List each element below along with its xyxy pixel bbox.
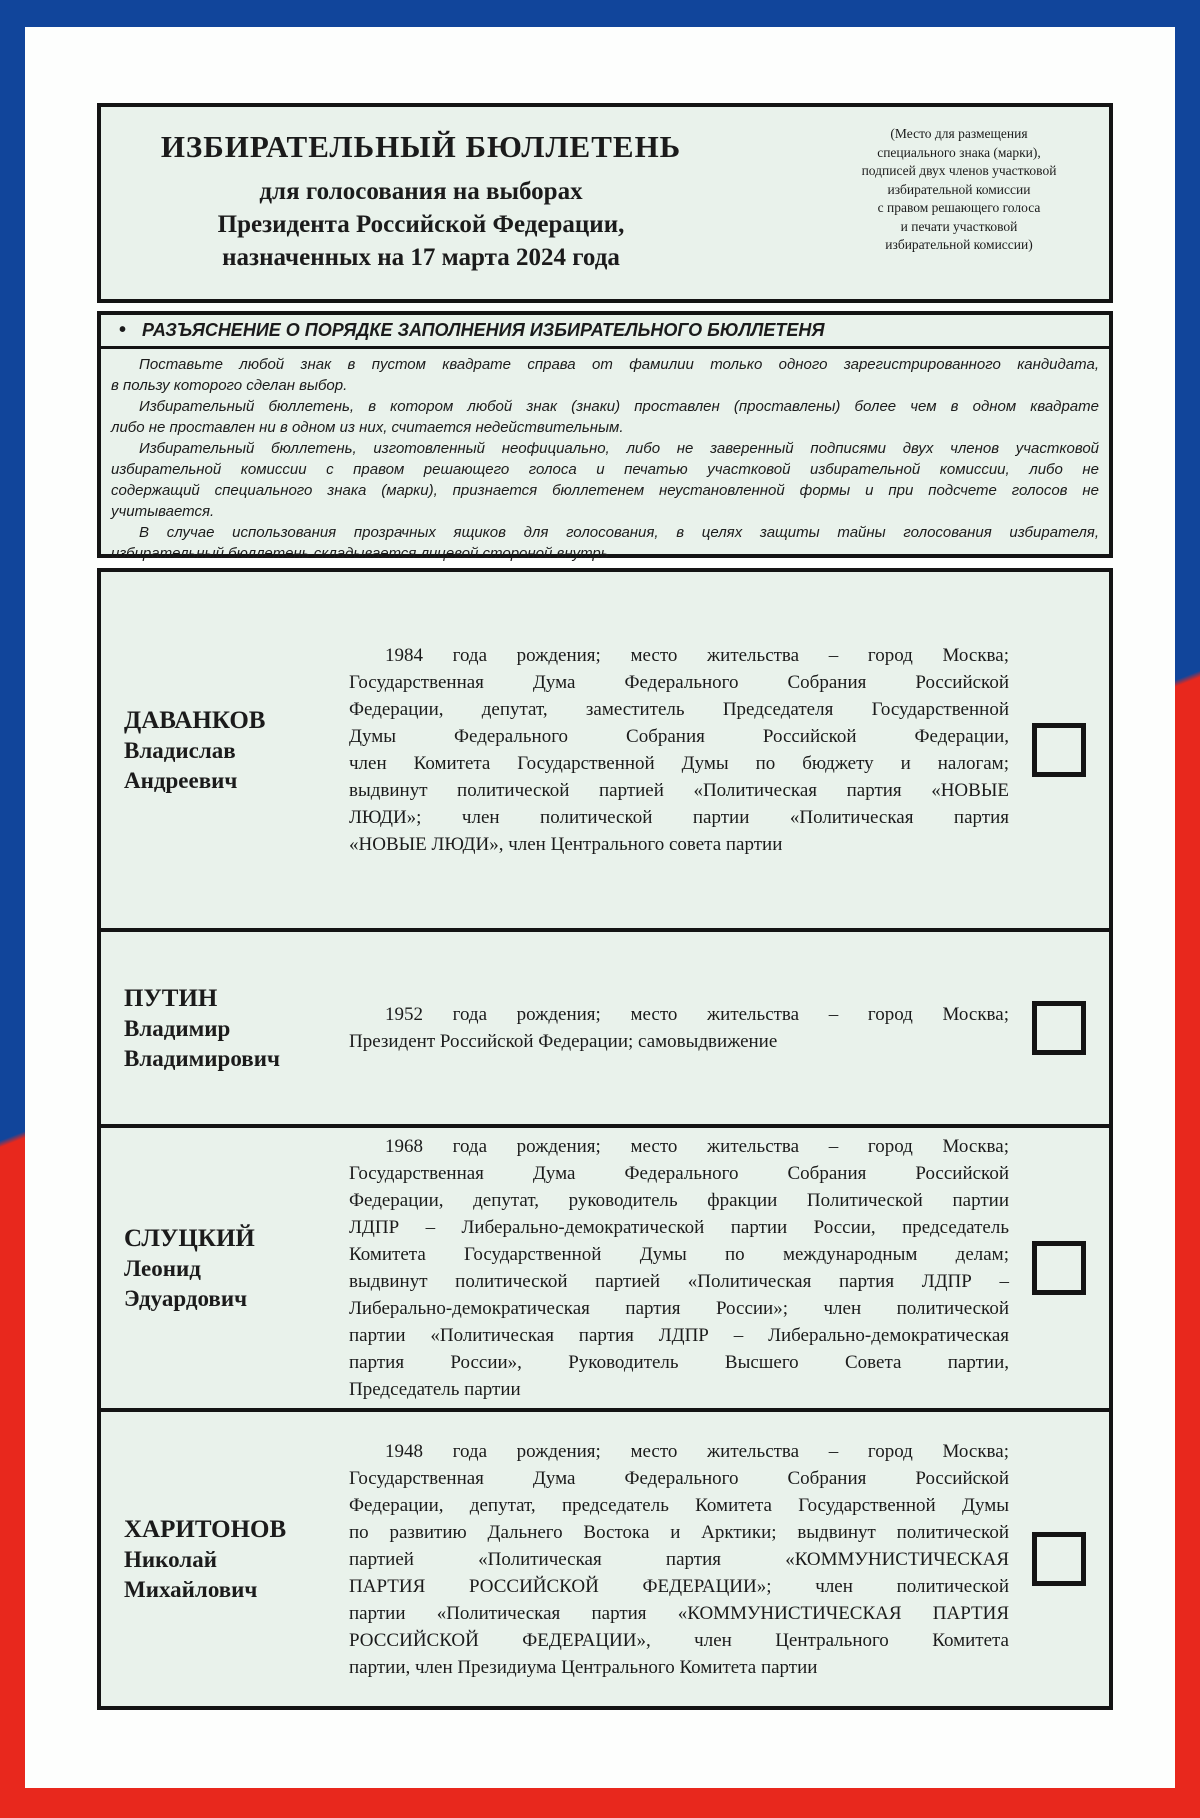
bio-line: партии, член Президиума Центрального Комитета партии	[349, 1656, 818, 1678]
candidate-row-putin	[101, 932, 1109, 1128]
bio-line: Государственная Дума Федерального Собрания Российской	[349, 1163, 1009, 1184]
candidate-row-davankov	[101, 572, 1109, 932]
instructions-paragraph	[111, 438, 1099, 522]
bio-line: Федерации, депутат, заместитель Председателя Государственной	[349, 699, 1009, 720]
candidates-box	[97, 568, 1113, 1710]
bio-line: Государственная Дума Федерального Собрания Российской	[349, 672, 1009, 693]
bio-line: Федерации, депутат, руководитель фракции Политической партии	[349, 1190, 1009, 1211]
stamp-note-line: подписей двух членов участковой	[861, 163, 1057, 178]
bio-line: Президент Российской Федерации; самовыдвижение	[349, 1031, 778, 1052]
candidate-surname: СЛУЦКИЙ	[124, 1224, 255, 1252]
ballot-subtitle-line: Президента Российской Федерации,	[217, 211, 625, 238]
ballot-header-box	[97, 103, 1113, 303]
instructions-line: избирательный бюллетень складывается лицевой стороной внутрь	[111, 545, 609, 562]
candidate-bio	[349, 642, 1009, 858]
bio-line: партия России», Руководитель Высшего Совета партии,	[349, 1352, 1009, 1373]
instructions-line: Избирательный бюллетень, в котором любой знак (знаки) проставлен (проставлены) более чем в одном квадрате	[139, 398, 1099, 415]
instructions-line: Избирательный бюллетень, изготовленный неофициально, либо не заверенный подписями двух членов участковой	[139, 440, 1099, 457]
instructions-header	[101, 315, 1109, 349]
bio-line: партией «Политическая партия «КОММУНИСТИЧЕСКАЯ	[349, 1548, 1009, 1570]
vote-checkbox[interactable]	[1032, 1241, 1086, 1295]
instructions-line: содержащий специального знака (марки), признается бюллетенем неустановленной формы и при подсчете голосов не	[111, 482, 1099, 499]
ballot-subtitle-line: назначенных на 17 марта 2024 года	[222, 244, 620, 271]
bio-line: 1984 года рождения; место жительства – город Москва;	[385, 645, 1009, 666]
candidate-bio	[349, 1438, 1009, 1681]
candidate-first-name: Леонид	[124, 1255, 201, 1281]
stamp-note-line: (Место для размещения	[890, 126, 1028, 141]
candidate-patronymic: Эдуардович	[124, 1285, 248, 1311]
ballot-title-block	[101, 107, 741, 299]
stamp-note-line: специального знака (марки),	[877, 144, 1041, 160]
instructions-heading: РАЗЪЯСНЕНИЕ О ПОРЯДКЕ ЗАПОЛНЕНИЯ ИЗБИРАТЕЛЬНОГО БЮЛЛЕТЕНЯ	[142, 320, 825, 340]
stamp-note-line: избирательной комиссии	[887, 181, 1031, 197]
ballot-subtitle	[101, 175, 741, 274]
instructions-paragraph	[111, 522, 1099, 564]
bio-line: Думы Федерального Собрания Российской Федерации,	[349, 726, 1009, 747]
vote-checkbox[interactable]	[1032, 723, 1086, 777]
candidate-surname: ХАРИТОНОВ	[124, 1515, 287, 1543]
candidate-bio	[349, 1133, 1009, 1403]
stamp-note-line: и печати участковой	[900, 218, 1018, 234]
ballot-title: ИЗБИРАТЕЛЬНЫЙ БЮЛЛЕТЕНЬ	[160, 129, 682, 164]
instructions-line: в пользу которого сделан выбор.	[111, 377, 348, 394]
bio-line: член Комитета Государственной Думы по бюджету и налогам;	[349, 753, 1009, 774]
bio-line: 1968 года рождения; место жительства – город Москва;	[385, 1136, 1009, 1157]
bio-line: партии «Политическая партия ЛДПР – Либерально-демократическая	[349, 1325, 1009, 1346]
instructions-paragraph	[111, 354, 1099, 396]
checkbox-column	[1009, 1532, 1109, 1586]
bio-line: ЛДПР – Либерально-демократической партии России, председатель	[349, 1217, 1009, 1238]
candidate-row-kharitonov	[101, 1412, 1109, 1706]
bio-line: выдвинут политической партией «Политическая партия ЛДПР –	[349, 1271, 1009, 1292]
bio-line: 1952 года рождения; место жительства – город Москва;	[385, 1004, 1009, 1025]
instructions-line: В случае использования прозрачных ящиков для голосования, в целях защиты тайны голосования избирателя,	[139, 524, 1099, 541]
bio-line: Федерации, депутат, председатель Комитета Государственной Думы	[349, 1494, 1009, 1516]
bio-line: РОССИЙСКОЙ ФЕДЕРАЦИИ», член Центрального Комитета	[349, 1629, 1009, 1651]
stamp-note-line: с правом решающего голоса	[877, 200, 1041, 215]
bio-line: Либерально-демократическая партия России»; член политической	[349, 1298, 1009, 1319]
instructions-body	[101, 349, 1109, 564]
bio-line: ЛЮДИ»; член политической партии «Политическая партия	[349, 807, 1009, 828]
candidate-name	[101, 1223, 349, 1314]
candidate-surname: ДАВАНКОВ	[124, 706, 266, 734]
instructions-paragraph	[111, 396, 1099, 438]
bio-line: ПАРТИЯ РОССИЙСКОЙ ФЕДЕРАЦИИ»; член политической	[349, 1575, 1009, 1597]
bio-line: партии «Политическая партия «КОММУНИСТИЧЕСКАЯ ПАРТИЯ	[349, 1602, 1009, 1624]
instructions-line: учитывается.	[111, 503, 215, 520]
bio-line: Государственная Дума Федерального Собрания Российской	[349, 1467, 1009, 1489]
instructions-line: избирательной комиссии с правом решающего голоса и печатью участковой избирательной комиссии, либо не	[111, 461, 1099, 478]
candidate-patronymic: Владимирович	[124, 1045, 280, 1071]
candidate-first-name: Николай	[124, 1546, 217, 1572]
bio-line: Комитета Государственной Думы по международным делам;	[349, 1244, 1009, 1265]
instructions-box	[97, 311, 1113, 562]
candidate-patronymic: Михайлович	[124, 1576, 258, 1602]
checkbox-column	[1009, 1001, 1109, 1055]
bio-line: по развитию Дальнего Востока и Арктики; выдвинут политической	[349, 1521, 1009, 1543]
candidate-first-name: Владислав	[124, 737, 236, 763]
vote-checkbox[interactable]	[1032, 1532, 1086, 1586]
candidate-name	[101, 1514, 349, 1605]
instructions-line: либо не проставлен ни в одном из них, считается недействительным.	[111, 419, 624, 436]
candidate-row-slutsky	[101, 1128, 1109, 1412]
bio-line: «НОВЫЕ ЛЮДИ», член Центрального совета партии	[349, 834, 783, 855]
bullet-icon: •	[119, 319, 127, 341]
instructions-line: Поставьте любой знак в пустом квадрате справа от фамилии только одного зарегистрированного кандидата,	[139, 356, 1099, 373]
bio-line: Председатель партии	[349, 1379, 521, 1400]
checkbox-column	[1009, 723, 1109, 777]
stamp-note-line: избирательной комиссии)	[885, 237, 1033, 252]
vote-checkbox[interactable]	[1032, 1001, 1086, 1055]
checkbox-column	[1009, 1241, 1109, 1295]
bio-line: 1948 года рождения; место жительства – город Москва;	[385, 1440, 1009, 1462]
candidate-first-name: Владимир	[124, 1015, 231, 1041]
candidate-bio	[349, 1001, 1009, 1055]
candidate-surname: ПУТИН	[124, 984, 218, 1012]
candidate-name	[101, 705, 349, 796]
ballot-page	[25, 27, 1175, 1788]
ballot-subtitle-line: для голосования на выборах	[259, 178, 583, 205]
bio-line: выдвинут политической партией «Политическая партия «НОВЫЕ	[349, 780, 1009, 801]
stamp-area-note	[825, 125, 1093, 255]
candidate-patronymic: Андреевич	[124, 767, 238, 793]
candidate-name	[101, 983, 349, 1074]
